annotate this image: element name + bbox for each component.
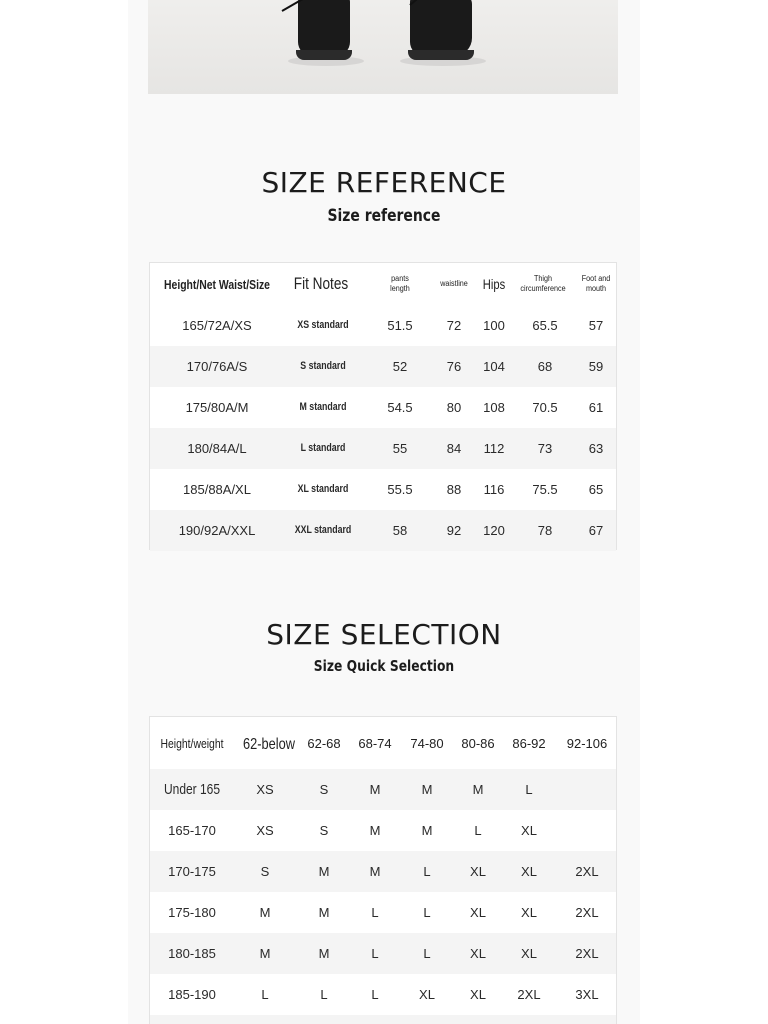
cell-foot-mouth: 67 [588, 523, 604, 538]
cell-weight-74-80: L [423, 905, 431, 920]
cell-hips: 112 [483, 441, 505, 456]
cell-pants-length: 54.5 [387, 400, 413, 415]
table-row [150, 1015, 616, 1024]
cell-foot-mouth: 61 [588, 400, 604, 415]
size-selection-table [149, 716, 617, 1024]
cell-weight-86-92: XL [521, 864, 537, 879]
cell-weight-86-92: L [525, 782, 533, 797]
cell-pants-length: 55.5 [387, 482, 413, 497]
header-foot-and-mouth: Foot and mouth [581, 274, 611, 293]
table-row [150, 387, 616, 428]
cell-foot-mouth: 59 [588, 359, 604, 374]
table-header-row [150, 717, 616, 769]
shoe-left [298, 0, 350, 56]
cell-hips: 100 [483, 318, 505, 333]
cell-pants-length: 52 [392, 359, 408, 374]
cell-fit-note: XS standard [297, 319, 349, 331]
cell-height-range: 185-190 [168, 987, 216, 1002]
cell-weight-92-106 [560, 810, 614, 851]
cell-weight-74-80: L [423, 946, 431, 961]
cell-foot-mouth: 65 [588, 482, 604, 497]
cell-weight-68-74: M [369, 782, 381, 797]
cell-weight-80-86: XL [470, 905, 486, 920]
cell-weight-68-74: L [371, 946, 379, 961]
cell-hips: 116 [483, 482, 505, 497]
cell-weight-62-68: S [319, 782, 329, 797]
cell-size-code: 190/92A/XXL [178, 523, 256, 538]
cell-height-range: Under 165 [163, 781, 221, 798]
cell-size-code: 185/88A/XL [183, 482, 251, 497]
table-header-row [150, 263, 616, 305]
cell-size-code: 180/84A/L [187, 441, 247, 456]
header-weight-62-below: 62-below [243, 736, 295, 753]
cell-weight-62-below: M [259, 946, 271, 961]
product-photo [148, 0, 618, 94]
cell-weight-80-86: XL [470, 987, 486, 1002]
cell-size-code: 165/72A/XS [182, 318, 252, 333]
header-weight-68-74: 68-74 [358, 735, 392, 751]
cell-height-range: 170-175 [168, 864, 216, 879]
header-weight-80-86: 80-86 [461, 735, 495, 751]
cell-weight-62-below: L [261, 987, 269, 1002]
header-weight-92-106: 92-106 [566, 735, 608, 751]
table-row [150, 810, 616, 851]
table-row [150, 851, 616, 892]
cell-weight-68-74: L [371, 987, 379, 1002]
cell-foot-mouth: 57 [588, 318, 604, 333]
cell-weight-74-80: L [423, 864, 431, 879]
header-height-weight: Height/weight [160, 735, 224, 751]
cell-foot-mouth: 63 [588, 441, 604, 456]
table-row [150, 428, 616, 469]
cell-weight-86-92: XL [521, 823, 537, 838]
cell-thigh: 78 [537, 523, 553, 538]
cell-weight-68-74: M [369, 864, 381, 879]
header-hips: Hips [482, 276, 506, 292]
cell-weight-68-74: L [371, 905, 379, 920]
cell-waistline: 80 [446, 400, 462, 415]
size-selection-title: SIZE SELECTION [266, 618, 502, 651]
cell-weight-62-below: S [260, 864, 270, 879]
header-fit-notes: Fit Notes [293, 274, 349, 293]
cell-weight-62-68: L [320, 987, 328, 1002]
table-row [150, 933, 616, 974]
shoe-right [410, 0, 472, 56]
cell-fit-note: XL standard [297, 483, 349, 495]
header-waistline: waistline [440, 279, 468, 288]
cell-weight-62-68: M [318, 946, 330, 961]
cell-weight-62-68: M [318, 905, 330, 920]
cell-waistline: 76 [446, 359, 462, 374]
cell-height-range: 175-180 [168, 905, 216, 920]
header-weight-74-80: 74-80 [410, 735, 444, 751]
product-detail-panel [128, 0, 640, 1024]
sole-left [296, 50, 352, 60]
cell-hips: 108 [483, 400, 505, 415]
header-height-waist-size: Height/Net Waist/Size [164, 276, 270, 292]
table-row [150, 305, 616, 346]
cell-pants-length: 51.5 [387, 318, 413, 333]
cell-size-code: 175/80A/M [185, 400, 249, 415]
cell-weight-74-80: M [421, 782, 433, 797]
cell-pants-length: 55 [392, 441, 408, 456]
cell-weight-92-106 [560, 769, 614, 810]
cell-weight-80-86: XL [470, 864, 486, 879]
cell-weight-62-below: M [259, 905, 271, 920]
cell-weight-62-68: M [318, 864, 330, 879]
cell-waistline: 72 [446, 318, 462, 333]
cell-thigh: 65.5 [532, 318, 558, 333]
cell-fit-note: L standard [300, 442, 346, 454]
size-reference-subtitle: Size reference [327, 206, 441, 226]
cell-weight-62-below: XS [256, 823, 274, 838]
size-reference-title: SIZE REFERENCE [261, 166, 507, 199]
cell-fit-note: M standard [299, 401, 347, 413]
cell-fit-note: S standard [300, 360, 346, 372]
cell-hips: 120 [483, 523, 505, 538]
cell-height-range: 180-185 [168, 946, 216, 961]
table-row [150, 469, 616, 510]
cell-weight-86-92: XL [521, 946, 537, 961]
table-row [150, 346, 616, 387]
cell-weight-74-80: M [421, 823, 433, 838]
table-row [150, 769, 616, 810]
cell-weight-92-106: 2XL [575, 946, 599, 961]
table-row [150, 974, 616, 1015]
cell-weight-68-74: M [369, 823, 381, 838]
size-reference-table [149, 262, 617, 550]
cell-waistline: 84 [446, 441, 462, 456]
header-weight-62-68: 62-68 [307, 735, 341, 751]
table-row [150, 892, 616, 933]
cell-thigh: 70.5 [532, 400, 558, 415]
cell-weight-92-106: 2XL [575, 864, 599, 879]
cell-thigh: 68 [537, 359, 553, 374]
cell-weight-92-106: 3XL [575, 987, 599, 1002]
cell-waistline: 88 [446, 482, 462, 497]
sole-right [408, 50, 474, 60]
table-row [150, 510, 616, 551]
cell-weight-74-80: XL [419, 987, 435, 1002]
cell-thigh: 75.5 [532, 482, 558, 497]
header-weight-86-92: 86-92 [512, 735, 546, 751]
cell-size-code: 170/76A/S [186, 359, 248, 374]
cell-weight-92-106: 2XL [575, 905, 599, 920]
cell-weight-62-68: S [319, 823, 329, 838]
cell-thigh: 73 [537, 441, 553, 456]
cell-waistline: 92 [446, 523, 462, 538]
cell-hips: 104 [483, 359, 505, 374]
size-selection-subtitle: Size Quick Selection [313, 657, 455, 675]
header-thigh-circumference: Thigh circumference [520, 274, 566, 293]
cell-height-range: 165-170 [168, 823, 216, 838]
cell-weight-62-below: XS [256, 782, 274, 797]
cell-pants-length: 58 [392, 523, 408, 538]
header-pants-length: pants length [390, 274, 410, 293]
cell-fit-note: XXL standard [294, 524, 352, 536]
cell-weight-80-86: XL [470, 946, 486, 961]
cell-weight-80-86: M [472, 782, 484, 797]
cell-weight-80-86: L [474, 823, 482, 838]
cell-weight-86-92: XL [521, 905, 537, 920]
cell-weight-86-92: 2XL [517, 987, 541, 1002]
